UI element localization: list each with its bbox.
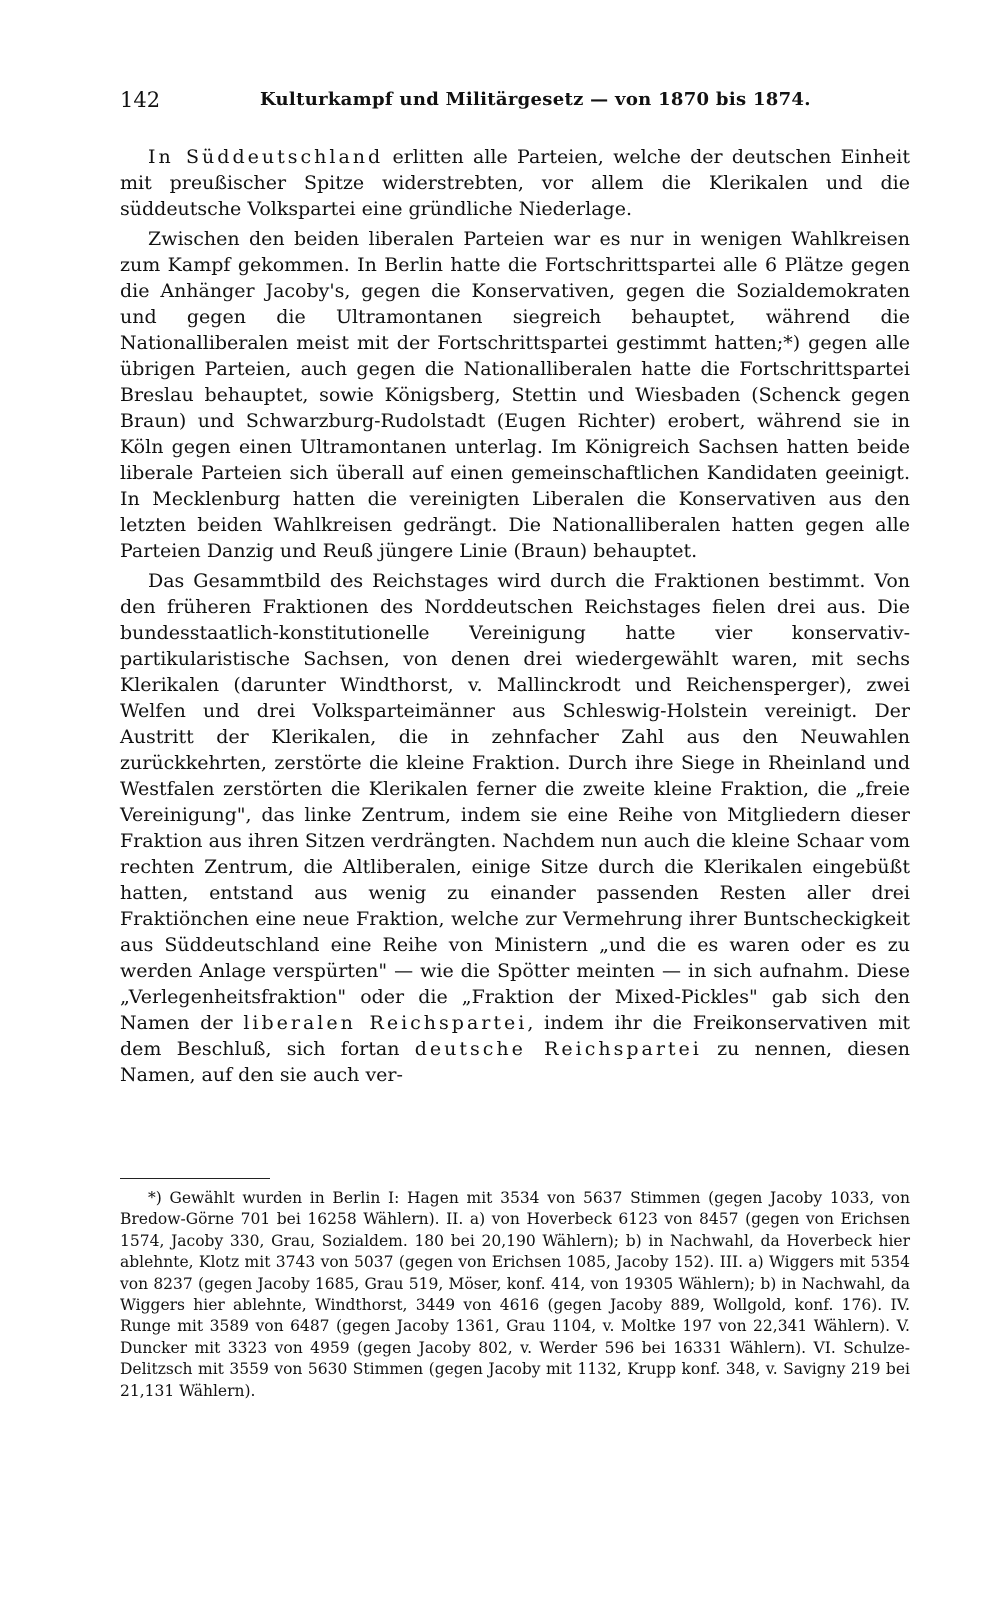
running-head <box>120 88 910 118</box>
emphasis-liberale-reichspartei: liberalen Reichspartei <box>243 1012 528 1034</box>
footnote-1: *) Gewählt wurden in Berlin I: Hagen mit 3534 von 5637 Stimmen (gegen Jacoby 1033, von Bredow-Görne 701 bei 16258 Wählern). II. a) von Hoverbeck 6123 von 8457 (gegen von Erichsen 1574, Jacoby 330, Grau, Sozialdem. 180 bei 20,190 Wählern); b) in Nachwahl, da Hoverbeck hier ablehnte, Klotz mit 3743 von 5037 (gegen von Erichsen 1085, Jacoby 152). III. a) Wiggers mit 5354 von 8237 (gegen Jacoby 1685, Grau 519, Möser, konf. 414, von 19305 Wählern); b) in Nachwahl, da Wiggers hier ablehnte, Windthorst, 3449 von 4616 (gegen Jacoby 889, Wollgold, konf. 176). IV. Runge mit 3589 von 6487 (gegen Jacoby 1361, Grau 1104, v. Moltke 197 von 22,341 Wählern). V. Duncker mit 3323 von 4959 (gegen Jacoby 802, v. Werder 596 bei 16331 Wählern). VI. Schulze-Delitzsch mit 3559 von 5630 Stimmen (gegen Jacoby mit 1132, Krupp konf. 348, v. Savigny 219 bei 21,131 Wählern). <box>120 1189 910 1400</box>
paragraph-3-text-a: Das Gesammtbild des Reichstages wird durch die Fraktionen bestimmt. Von den früheren Fraktionen des Norddeutschen Reichstages fielen drei aus. Die bundesstaatlich-konstitutionelle Vereinigung hatte vier konservativ-partikularistische Sachsen, von denen drei wiedergewählt waren, mit sechs Klerikalen (darunter Windthorst, v. Mallinckrodt und Reichensperger), zwei Welfen und drei Volksparteimänner aus Schleswig-Holstein vereinigt. Der Austritt der Klerikalen, die in zehnfacher Zahl aus den Neuwahlen zurückkehrten, zerstörte die kleine Fraktion. Durch ihre Siege in Rheinland und Westfalen zerstörten die Klerikalen ferner die zweite kleine Fraktion, die „freie Vereinigung", das linke Zentrum, indem sie eine Reihe von Mitgliedern dieser Fraktion aus ihren Sitzen verdrängten. Nachdem nun auch die kleine Schaar vom rechten Zentrum, die Altliberalen, einige Sitze durch die Klerikalen eingebüßt hatten, entstand aus wenig zu einander passenden Resten aller drei Fraktiönchen eine neue Fraktion, welche zur Vermehrung ihrer Buntscheckigkeit aus Süddeutschland eine Reihe von Ministern „und die es waren oder es zu werden Anlage verspürten" — wie die Spötter meinten — in sich aufnahm. Diese „Verlegenheitsfraktion" oder die „Fraktion der Mixed-Pickles" gab sich den Namen der <box>120 570 910 1034</box>
running-title: Kulturkampf und Militärgesetz — von 1870 bis 1874. <box>260 89 811 110</box>
paragraph-1-text: erlitten alle Parteien, welche der deutschen Einheit mit preußischer Spitze widerstrebten, vor allem die Klerikalen und die süddeutsche Volkspartei eine gründliche Niederlage. <box>120 146 910 220</box>
main-text <box>120 144 910 1092</box>
page-number: 142 <box>120 88 161 112</box>
footnotes <box>120 1188 910 1402</box>
emphasis-sueddeutschland: In Süddeutschland <box>148 146 384 168</box>
paragraph-3 <box>120 568 910 1088</box>
paragraph-2: Zwischen den beiden liberalen Parteien war es nur in wenigen Wahlkreisen zum Kampf gekommen. In Berlin hatte die Fortschrittspartei alle 6 Plätze gegen die Anhänger Jacoby's, gegen die Konservativen, gegen die Sozialdemokraten und gegen die Ultramontanen siegreich behauptet, während die Nationalliberalen meist mit der Fortschrittspartei gestimmt hatten;*) gegen alle übrigen Parteien, auch gegen die Nationalliberalen hatte die Fortschrittspartei Breslau behauptet, sowie Königsberg, Stettin und Wiesbaden (Schenck gegen Braun) und Schwarzburg-Rudolstadt (Eugen Richter) erobert, während sie in Köln gegen einen Ultramontanen unterlag. Im Königreich Sachsen hatten beide liberale Parteien sich überall auf einen gemeinschaftlichen Kandidaten geeinigt. In Mecklenburg hatten die vereinigten Liberalen die Konservativen aus den letzten beiden Wahlkreisen gedrängt. Die Nationalliberalen hatten gegen alle Parteien Danzig und Reuß jüngere Linie (Braun) behauptet. <box>120 228 910 562</box>
emphasis-deutsche-reichspartei: deutsche Reichspartei <box>414 1038 702 1060</box>
footnote-divider <box>120 1178 270 1179</box>
paragraph-3-text-b: , indem ihr die Freikonservativen mit dem Beschluß, sich fortan <box>120 1012 910 1060</box>
paragraph-1 <box>120 144 910 222</box>
paragraph-3-text-c: zu nennen, diesen Namen, auf den sie auch ver- <box>120 1038 910 1086</box>
